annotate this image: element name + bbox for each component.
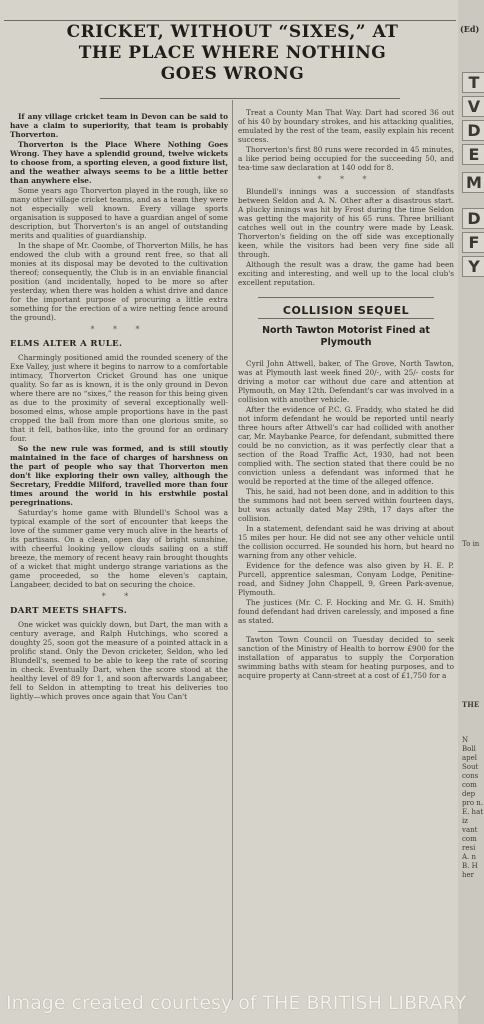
article-paragraph: Charmingly positioned amid the rounded scenery of the Exe Valley, just where it begins to narrow to a comfortable intimacy, Thorverton Cricket Ground has one unique quality. So far as is known, it is the only ground in Devon where there are no “sixes,” the reason for this being given as due to the proximity of several exceptionally well-bosomed elms, whose ample proportions have in the past cropped the ball from more than one glorious smite, so that it fell, bathos-like, into the ground for an ordinary four. (10, 353, 228, 443)
article-paragraph: In the shape of Mr. Coombe, of Thorverton Mills, he has endowed the club with a ground rent free, so that all monies at its disposal may be devoted to the cultivation thereof; consequently, the Club is in an enviable financial position (and incidentally, hoped to be more so after yesterday, when there was holden a whist drive and dance for the important purpose of procuring a little extra something for the erection of a wire netting fence around the ground). (10, 241, 228, 322)
intro-paragraph-2: Thorverton is the Place Where Nothing Goes Wrong. They have a splendid ground, twelve wickets to choose from, a sporting eleven, a good fixture list, and the weather always seems to be a little better than anywhere else. (10, 140, 228, 185)
strip-letter: Y (462, 256, 484, 277)
section-separator: * * * (317, 175, 375, 184)
strip-fragment: THE (462, 700, 480, 709)
strip-letter: M (462, 172, 484, 193)
strip-heading: (Ed) (460, 24, 480, 34)
left-column (10, 112, 228, 992)
box-rule (258, 631, 434, 632)
column-divider (232, 100, 233, 1000)
strip-fragment: N Boll apel Sout cons com dep pro n. E. hat iz vant com resi A. n B. H her (462, 736, 484, 879)
strip-letter: V (462, 96, 484, 117)
library-watermark: Image created courtesy of THE BRITISH LIBRARY (6, 992, 467, 1014)
article-paragraph: In a statement, defendant said he was driving at about 15 miles per hour. He did not see any other vehicle until the collision occurred. He sounded his horn, but heard no warning from any other vehicle. (238, 524, 454, 560)
headline-line-3: GOES WRONG (160, 64, 305, 84)
headline-line-2: THE PLACE WHERE NOTHING (78, 43, 387, 63)
article-paragraph: Saturday's home game with Blundell's School was a typical example of the sort of encounter that keeps the love of the summer game very much alive in the hearts of its partisans. On a clean, open day of bright sunshine, with cheerful looking yellow clouds sailing on a stiff breeze, the memory of recent heavy rain brought thoughts of a wicket that might undergo strange variations as the game proceeded, so the home eleven's captain, Langabeer, decided to bat on securing the choice. (10, 508, 228, 589)
strip-letter: F (462, 232, 484, 253)
strip-letter: D (462, 208, 484, 229)
article-paragraph: Thorverton's first 80 runs were recorded in 45 minutes, a like period being occupied for the succeeding 50, and tea-time saw declaration at 140 odd for 8. (238, 145, 454, 172)
top-rule (4, 20, 456, 21)
article-paragraph: Tawton Town Council on Tuesday decided to seek sanction of the Ministry of Health to borrow £900 for the installation of apparatus to supply the Corporation swimming baths with steam for heating purposes, and to acquire property at Cann-street at a cost of £1,750 for a (238, 635, 454, 680)
strip-letter: T (462, 72, 484, 93)
strip-fragment: To in (462, 540, 480, 548)
subheading-dart: DART MEETS SHAFTS. (10, 606, 128, 616)
headline (10, 22, 455, 85)
headline-rule (100, 98, 400, 99)
article-paragraph: After the evidence of P.C. G. Fraddy, who stated he did not inform defendant he would be reported until nearly three hours after Attwell's car had collided with another car, Mr. Maybanke Pearce, for defendant, submitted there could be no conviction, as it was perfectly clear that a section of the Road Traffic Act, 1930, had not been complied with. The section stated that there could be no conviction unless a defendant was informed that he would be reported at the time of the alleged offence. (238, 405, 454, 486)
article-paragraph: Blundell's innings was a succession of standfasts between Seldon and A. N. Other after a disastrous start. A plucky innings was hit by Frost during the time Seldon was getting the majority of his 65 runs. Three brilliant catches well out in the country were made by Leask. Thorverton's fielding on the off side was exceptionally keen, while the visitors had been very fine side all through. (238, 187, 454, 259)
article-paragraph: One wicket was quickly down, but Dart, the man with a century average, and Ralph Hutchings, who scored a doughty 25, soon got the measure of a pointed attack in a prolific stand. Only the Devon cricketer, Seldon, who led Blundell's, seemed to be able to keep the rate of scoring in check. Eventually Dart, when the score stood at the healthy level of 89 for 1, and soon afterwards Langabeer, fell to Seldon in attempting to treat his deliveries too lightly—which proves once again that You Can't (10, 620, 228, 701)
article-paragraph: Evidence for the defence was also given by H. E. P. Purcell, apprentice salesman, Conyam Lodge, Penitine-road, and Sidney John Chappell, 9, Green Park-avenue, Plymouth. (238, 561, 454, 597)
collision-subheading-line-1: North Tawton Motorist Fined at (262, 325, 430, 336)
article-paragraph: Cyril John Attwell, baker, of The Grove, North Tawton, was at Plymouth last week fined 20/-, with 25/- costs for driving a motor car without due care and attention at Plymouth, on May 12th. Defendant's car was involved in a collision with another vehicle. (238, 359, 454, 404)
collision-heading: COLLISION SEQUEL (282, 304, 410, 317)
headline-line-1: CRICKET, WITHOUT “SIXES,” AT (66, 22, 399, 42)
strip-letter: E (462, 144, 484, 165)
collision-subheading-line-2: Plymouth (320, 337, 372, 348)
box-rule-top (258, 297, 434, 298)
article-paragraph: Some years ago Thorverton played in the rough, like so many other village cricket teams, and as a team they were not especially well known. Every village sports organisation is supposed to have a guardian angel of some description, but Thorverton's is an angel of outstanding merits and qualities of guardianship. (10, 186, 228, 240)
collision-subheading (238, 325, 454, 349)
intro-paragraph-1: If any village cricket team in Devon can be said to have a claim to superiority, that team is probably Thorverton. (10, 112, 228, 139)
article-paragraph: Although the result was a draw, the game had been exciting and interesting, and well up to the local club's excellent reputation. (238, 260, 454, 287)
article-paragraph: The justices (Mr. C. F. Hocking and Mr. G. H. Smith) found defendant had driven carelessly, and imposed a fine as stated. (238, 598, 454, 625)
box-rule (258, 318, 434, 319)
bold-paragraph: So the new rule was formed, and is still stoutly maintained in the face of charges of harshness on the part of people who say that Thorverton men don't like exploring their own valley, although the Secretary, Freddie Milford, travelled more than four times around the world in his erstwhile postal peregrinations. (10, 444, 228, 507)
right-column (238, 108, 454, 992)
section-separator: * * * (90, 325, 148, 334)
subheading-elms: ELMS ALTER A RULE. (10, 339, 123, 349)
section-separator: * * (101, 592, 137, 601)
strip-letter: D (462, 120, 484, 141)
article-paragraph: This, he said, had not been done, and in addition to this the summons had not been served within fourteen days, but was actually dated May 29th, 17 days after the collision. (238, 487, 454, 523)
article-paragraph: Treat a County Man That Way. Dart had scored 36 out of his 40 by boundary strokes, and his attacking qualities, emulated by the rest of the team, easily explain his recent success. (238, 108, 454, 144)
